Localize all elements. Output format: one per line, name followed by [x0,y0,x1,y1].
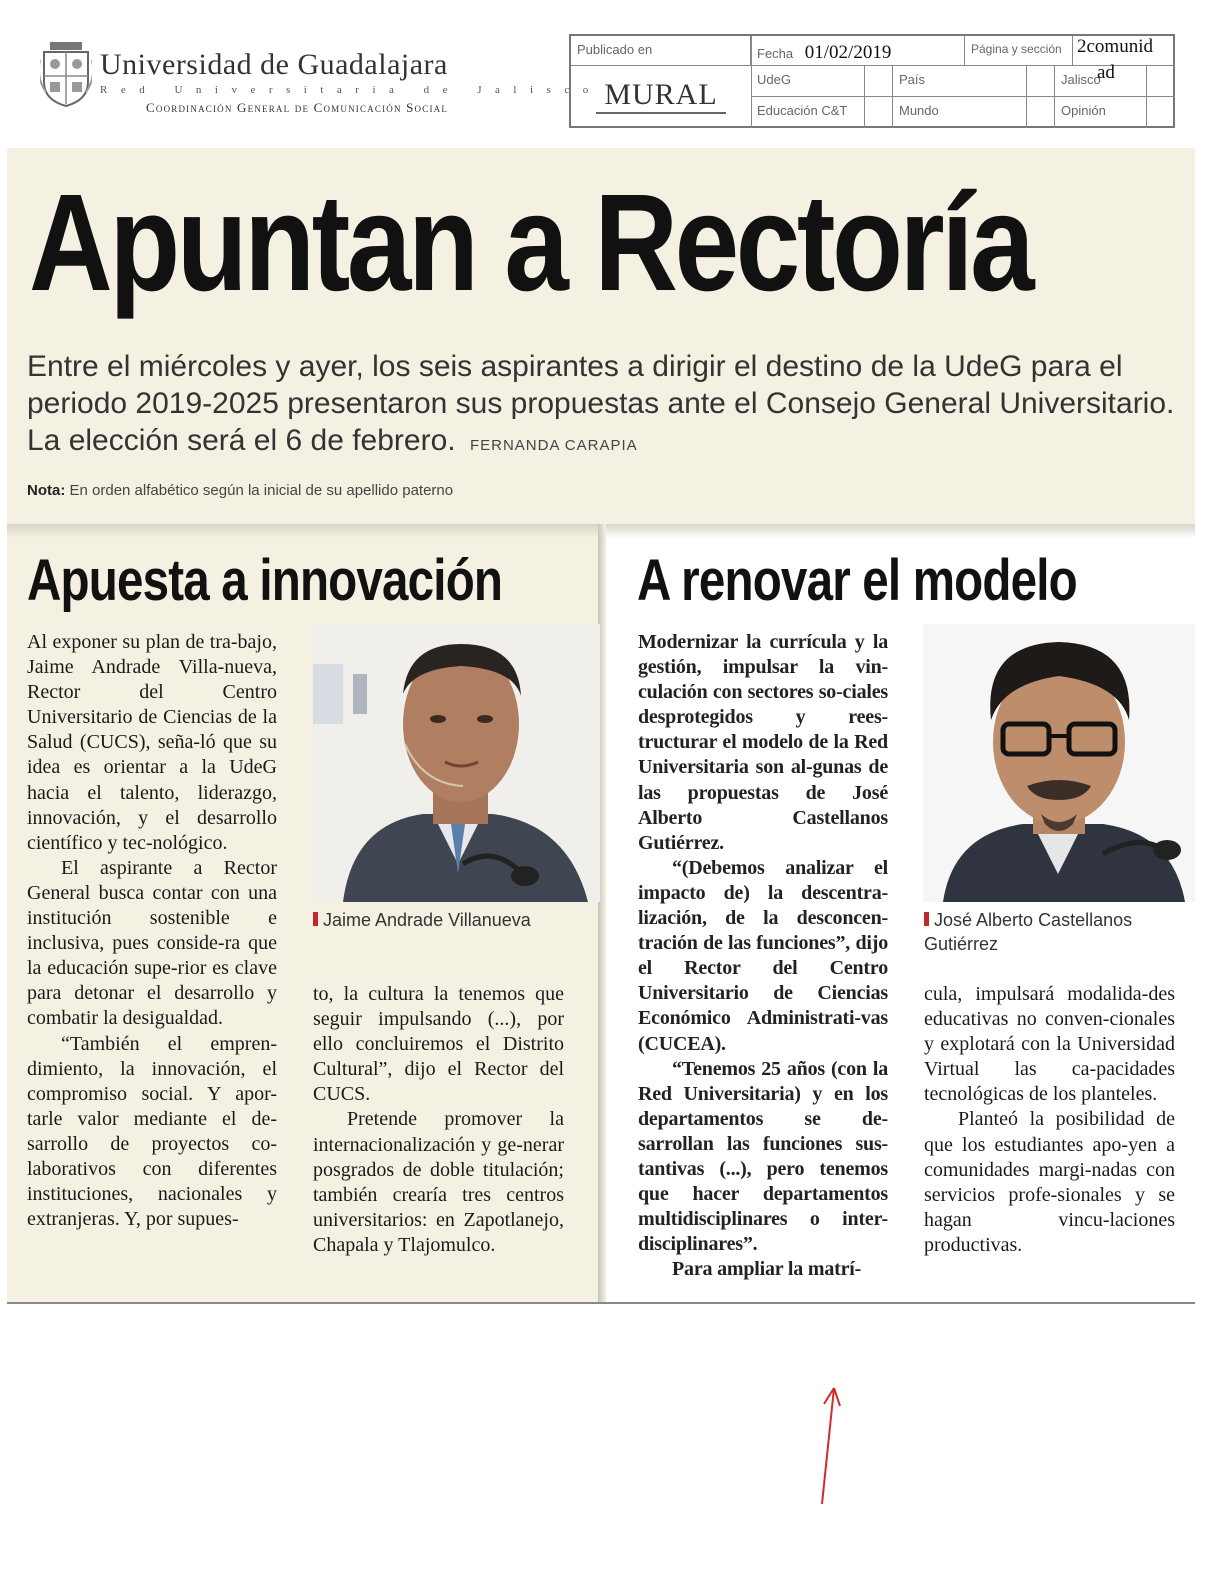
paragraph: “Tenemos 25 años (con la Red Universitaria) y en los departamentos se de-sarrollan las funciones sus-tantivas (...), pero tenemos que hacer departamentos multidisciplinares o inter-disciplinares”. [638,1057,888,1256]
paragraph: “(Debemos analizar el impacto de) la descentra-lización, de la desconcen-tración de las funciones”, dijo el Rector del Centro Universitario de Ciencias Económico Administrati-vas (CUCEA). [638,856,888,1055]
right-story-col1 [638,630,888,1282]
left-story-col1 [27,630,277,1232]
paragraph: Planteó la posibilidad de que los estudiantes apo-yen a comunidades margi-nadas con servicios profe-sionales y se hagan vincu-laciones productivas. [924,1108,1175,1256]
headline: Apuntan a Rectoría [29,166,1032,320]
section-pais: País [893,66,1027,97]
note-label: Nota: [27,482,66,499]
lede [27,348,1177,464]
page-section-label: Página y sección [965,36,1073,66]
caption-marker-icon [313,912,318,926]
section-jalisco: Jalisco ad [1055,66,1147,97]
left-story-title: Apuesta a innovación [27,548,503,613]
paragraph: cula, impulsará modalida-des educativas no conven-cionales y explotará con la Universidad Virtual las ca-pacidades tecnológicas de los planteles. [924,983,1175,1106]
university-name: Universidad de Guadalajara [100,48,448,81]
news-article [7,148,1195,1304]
note [27,482,453,499]
paragraph: El aspirante a Rector General busca contar con una institución sostenible e inclusiva, pues conside-ra que la educación supe-rior es clave para detonar el desarrollo y combatir la desigualdad. [27,856,277,1030]
section-educacion: Educación C&T [751,97,865,128]
section-udeg: UdeG [751,66,865,97]
paragraph: Para ampliar la matrí- [672,1258,862,1281]
university-header [40,40,602,120]
paragraph: Modernizar la currícula y la gestión, impulsar la vin-culación con sectores so-ciales desprotegidos y rees-tructurar el modelo de la Red Universitaria son al-gunas de las propuestas de José Alberto Castellanos Gutiérrez. [638,631,888,854]
lede-text: Entre el miércoles y ayer, los seis aspirantes a dirigir el destino de la UdeG para el periodo 2019-2025 presentaron sus propuestas ante el Consejo General Universitario. La elección será el 6 de febrero. [27,350,1175,457]
red-arrow-icon [814,1384,844,1508]
left-story-col2 [313,982,564,1258]
clipping-meta-table [569,34,1175,128]
note-text: En orden alfabético según la inicial de su apellido paterno [69,482,454,499]
byline: FERNANDA CARAPIA [469,437,638,454]
mural-logo-text: MURAL [604,78,718,111]
portrait-jose-castellanos-icon [923,624,1195,902]
page-section-value: 2comunid [1073,36,1175,66]
coordination-line: Coordinación General de Comunicación Social [146,100,449,115]
photo-caption-right: José Alberto Castellanos Gutiérrez [924,910,1133,954]
mural-logo [571,66,751,128]
paragraph: “También el empren-dimiento, la innovación, el compromiso social. Y apor-tarle valor mediante el de-sarrollo de proyectos co-laborativos con diferentes instituciones, nacionales y extranjeras. Y, por supues- [27,1032,277,1231]
photo-jaime-andrade [313,624,600,902]
page-section-value-line2: ad [1097,62,1115,83]
published-in-label: Publicado en [571,36,751,66]
paragraph: to, la cultura la tenemos que seguir impulsando (...), por ello concluiremos el Distrito Cultural”, dijo el Rector del CUCS. [313,983,564,1106]
article-bottom-rule [7,1302,1195,1304]
date-value: 01/02/2019 [804,42,892,63]
paragraph: Al exponer su plan de tra-bajo, Jaime Andrade Villa-nueva, Rector del Centro Universitario de Ciencias de la Salud (CUCS), seña-ló que su idea es orientar a la UdeG hacia el talento, liderazgo, innovación, y el desarrollo científico y tec-nológico. [27,631,277,854]
network-line: Red Universitaria de Jalisco [100,84,602,96]
right-story-title: A renovar el modelo [637,548,1077,613]
portrait-jaime-andrade-icon [313,624,600,902]
university-seal-icon [40,42,92,108]
date-label: Fecha [757,46,794,61]
caption-marker-icon [924,912,929,926]
right-story-col2 [924,982,1175,1258]
paragraph: Pretende promover la internacionalización y ge-nerar posgrados de doble titulación; también crearía tres centros universitarios: en Zapotlanejo, Chapala y Tlajomulco. [313,1108,564,1256]
photo-jose-alberto-castellanos [923,624,1195,902]
section-mundo: Mundo [893,97,1027,128]
section-opinion: Opinión [1055,97,1147,128]
photo-caption-left: Jaime Andrade Villanueva [313,908,583,932]
date-cell [751,36,965,66]
